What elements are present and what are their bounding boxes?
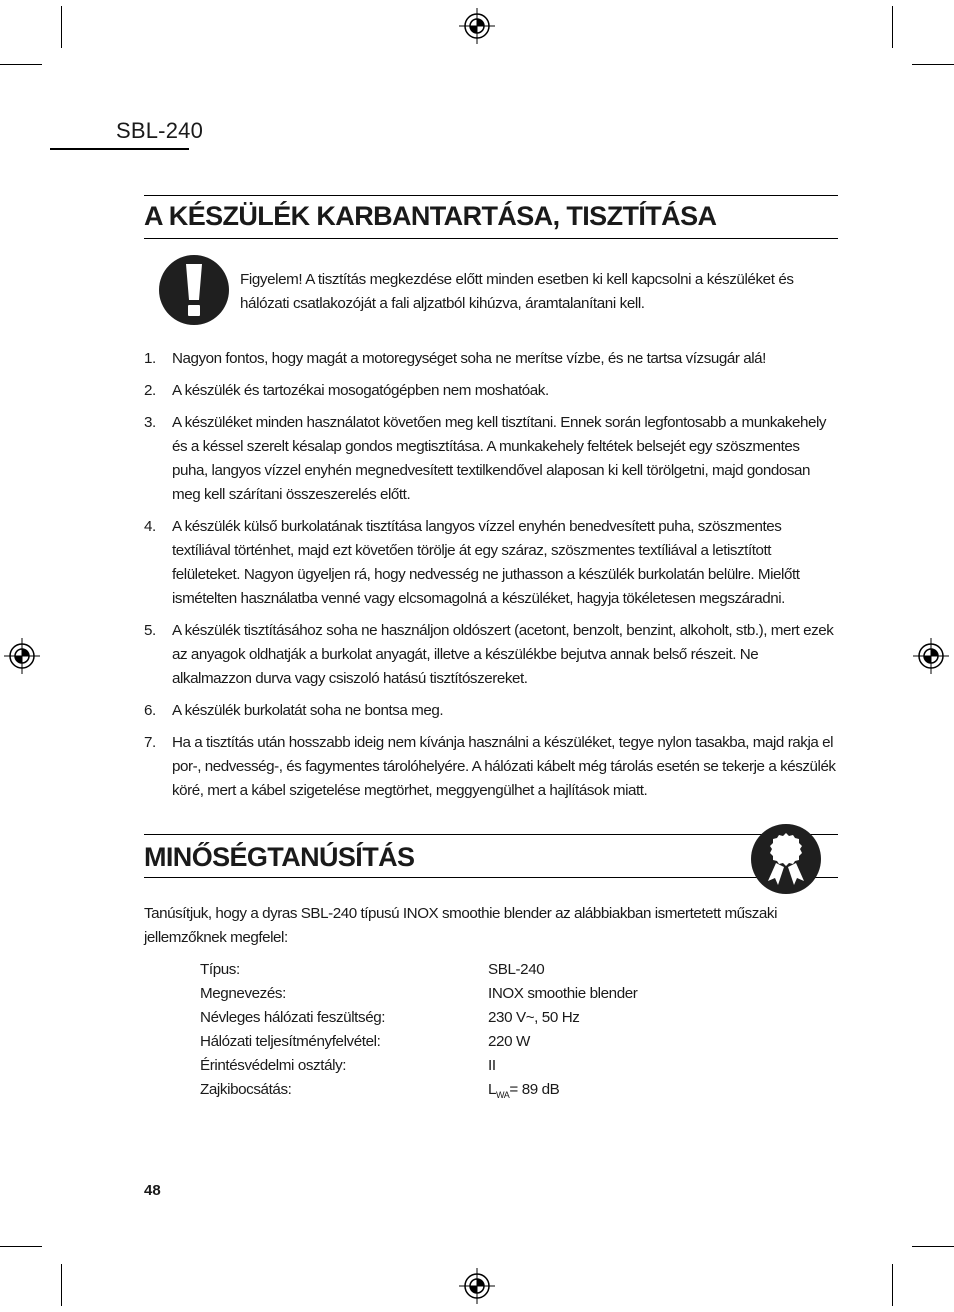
registration-mark-icon <box>459 8 495 44</box>
section-title-quality <box>144 834 838 878</box>
spec-value: 220 W <box>488 1033 530 1050</box>
crop-mark <box>61 1264 62 1306</box>
list-item <box>144 411 838 507</box>
certificate-intro: Tanúsítjuk, hogy a dyras SBL-240 típusú INOX smoothie blender az alábbiakban ismertetett műszaki jellemzőknek megfelel: <box>144 905 777 946</box>
crop-mark <box>0 1246 42 1247</box>
registration-mark-icon <box>913 638 949 674</box>
spec-value: II <box>488 1057 496 1074</box>
crop-mark <box>892 1264 893 1306</box>
list-item <box>144 347 838 371</box>
list-item <box>144 515 838 611</box>
page-number: 48 <box>144 1182 161 1199</box>
list-number: 1. <box>144 350 156 367</box>
warning-text: Figyelem! A tisztítás megkezdése előtt minden esetben ki kell kapcsolni a készüléket és hálózati csatlakozóját a fali aljzatból kihúzva, áramtalanítani kell. <box>240 271 794 312</box>
list-item <box>144 379 838 403</box>
award-rosette-icon <box>750 823 822 895</box>
spec-value: 230 V~, 50 Hz <box>488 1009 580 1026</box>
list-item <box>144 699 838 723</box>
list-item <box>144 619 838 691</box>
spec-value: INOX smoothie blender <box>488 985 638 1002</box>
list-text: A készülék burkolatát soha ne bontsa meg. <box>172 702 444 719</box>
spec-label: Zajkibocsátás: <box>200 1081 292 1098</box>
list-text: A készülék külső burkolatának tisztítása langyos vízzel enyhén benedvesített puha, szöszmentes textíliával történhet, majd ezt követően törölje át egy száraz, szöszmentes textíliával a letisztított felületeket. Nagyon ügyeljen rá, hogy nedvesség ne juthasson a készülék burkolatán belülre. Mielőtt ismételten használatba venné vagy elcsomagolná a készüléket, hagyja tökéletesen megszáradni. <box>172 518 800 607</box>
list-number: 2. <box>144 382 156 399</box>
model-label: SBL-240 <box>116 118 204 143</box>
list-number: 7. <box>144 734 156 751</box>
spec-label: Típus: <box>200 961 240 978</box>
list-number: 3. <box>144 414 156 431</box>
crop-mark <box>912 64 954 65</box>
registration-mark-icon <box>4 638 40 674</box>
registration-mark-icon <box>459 1268 495 1304</box>
list-number: 4. <box>144 518 156 535</box>
crop-mark <box>0 64 42 65</box>
list-number: 5. <box>144 622 156 639</box>
model-underline <box>50 148 189 150</box>
section-title-maintenance <box>144 195 838 239</box>
crop-mark <box>892 6 893 48</box>
section-title-text: MINŐSÉGTANÚSÍTÁS <box>144 842 415 872</box>
list-text: Nagyon fontos, hogy magát a motoregységet soha ne merítse vízbe, és ne tartsa vízsugár alá! <box>172 350 766 367</box>
list-text: A készülék és tartozékai mosogatógépben nem moshatóak. <box>172 382 549 399</box>
spec-label: Érintésvédelmi osztály: <box>200 1057 347 1074</box>
crop-mark <box>61 6 62 48</box>
noise-value: = 89 dB <box>509 1081 560 1098</box>
spec-value: SBL-240 <box>488 961 545 978</box>
list-text: A készülék tisztításához soha ne használjon oldószert (acetont, benzolt, benzint, alkoholt, stb.), mert ezek az anyagok oldhatják a burkolat anyagát, illetve a készülékbe bejutva annak belső részeit. Ne alkalmazzon durva vagy csiszoló hatású tisztítószereket. <box>172 622 834 687</box>
spec-value-noise <box>488 1078 559 1107</box>
list-item <box>144 731 838 803</box>
list-text: Ha a tisztítás után hosszabb ideig nem kívánja használni a készüléket, tegye nylon tasakba, majd rakja el por-, nedvesség-, és fagymentes tárolóhelyére. A hálózati kábelt még tárolás esetén se tekerje a készülék köré, mert a kábel szigetelése megtörhet, meggyengülhet a hajlítások miatt. <box>172 734 836 799</box>
crop-mark <box>912 1246 954 1247</box>
list-text: A készüléket minden használatot követően meg kell tisztítani. Ennek során legfontosabb a munkakehely és a késsel szerelt késalap gondos megtisztítása. A munkakehely feltétek belsejét egy szöszmentes puha, langyos vízzel enyhén megnedvesített textilkendővel alaposan ki kell törölgetni, majd gondosan meg kell szárítani összeszerelés előtt. <box>172 414 827 503</box>
spec-label: Hálózati teljesítményfelvétel: <box>200 1033 381 1050</box>
maintenance-steps-list <box>144 347 838 811</box>
spec-label: Névleges hálózati feszültség: <box>200 1009 386 1026</box>
section-title-text: A KÉSZÜLÉK KARBANTARTÁSA, TISZTÍTÁSA <box>144 201 717 231</box>
spec-label: Megnevezés: <box>200 985 286 1002</box>
noise-subscript: WA <box>496 1090 510 1100</box>
list-number: 6. <box>144 702 156 719</box>
exclamation-icon <box>158 254 230 326</box>
noise-symbol: L <box>488 1081 497 1098</box>
